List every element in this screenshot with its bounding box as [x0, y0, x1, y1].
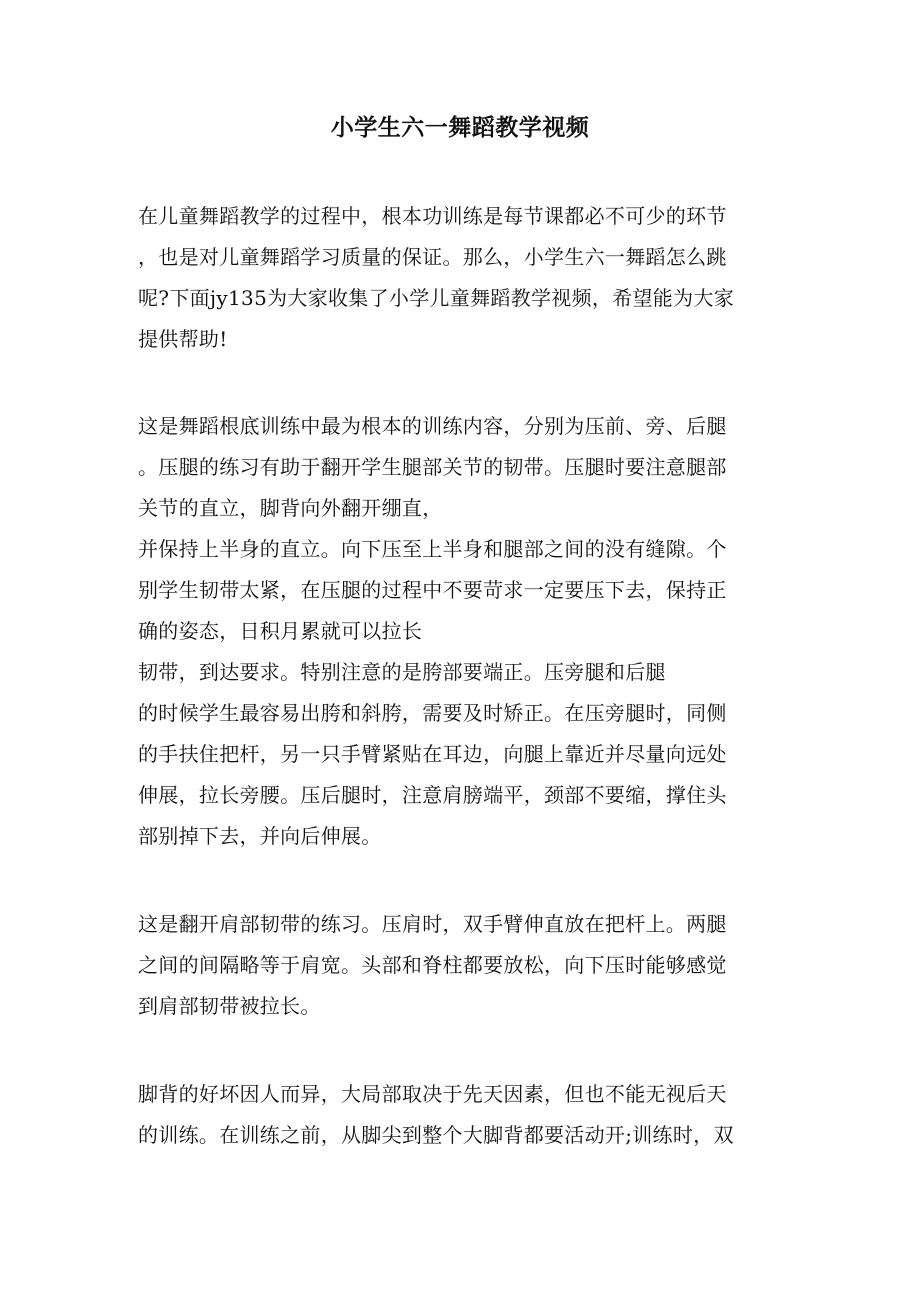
paragraph-instep [138, 1074, 788, 1156]
text-line: 韧带，到达要求。特别注意的是胯部要端正。压旁腿和后腿 [138, 660, 666, 684]
text-line: 脚背的好坏因人而异，大局部取决于先天因素，但也不能无视后天 [138, 1082, 727, 1106]
text-line: 部别掉下去，并向后伸展。 [138, 824, 382, 848]
text-line: 提供帮助! [138, 327, 228, 351]
text-line: 确的姿态，日积月累就可以拉长 [138, 619, 423, 643]
document-title: 小学生六一舞蹈教学视频 [330, 114, 590, 141]
text-line: 关节的直立，脚背向外翻开绷直， [138, 496, 443, 520]
text-line: 之间的间隔略等于肩宽。头部和脊柱都要放松，向下压时能够感觉 [138, 953, 727, 977]
paragraph-leg-press [138, 406, 788, 857]
text-line: 伸展，拉长旁腰。压后腿时，注意肩膀端平，颈部不要缩，撑住头 [138, 783, 727, 807]
paragraph-intro [138, 196, 788, 360]
text-line: 这是舞蹈根底训练中最为根本的训练内容，分别为压前、旁、后腿 [138, 414, 727, 438]
paragraph-shoulder [138, 904, 788, 1027]
text-line: 别学生韧带太紧，在压腿的过程中不要苛求一定要压下去，保持正 [138, 578, 727, 602]
text-line: 到肩部韧带被拉长。 [138, 994, 321, 1018]
text-line: 的时候学生最容易出胯和斜胯，需要及时矫正。在压旁腿时，同侧 [138, 701, 727, 725]
text-line: 的手扶住把杆，另一只手臂紧贴在耳边，向腿上靠近并尽量向远处 [138, 742, 727, 766]
text-line: 这是翻开肩部韧带的练习。压肩时，双手臂伸直放在把杆上。两腿 [138, 912, 727, 936]
text-line: 在儿童舞蹈教学的过程中，根本功训练是每节课都必不可少的环节 [138, 204, 727, 228]
text-line: ，也是对儿童舞蹈学习质量的保证。那么，小学生六一舞蹈怎么跳 [138, 245, 727, 269]
text-line: 并保持上半身的直立。向下压至上半身和腿部之间的没有缝隙。个 [138, 537, 727, 561]
text-line: 。压腿的练习有助于翻开学生腿部关节的韧带。压腿时要注意腿部 [138, 455, 727, 479]
text-line: 的训练。在训练之前，从脚尖到整个大脚背都要活动开;训练时，双 [138, 1123, 734, 1147]
text-line: 呢?下面jy135为大家收集了小学儿童舞蹈教学视频，希望能为大家 [138, 286, 734, 310]
